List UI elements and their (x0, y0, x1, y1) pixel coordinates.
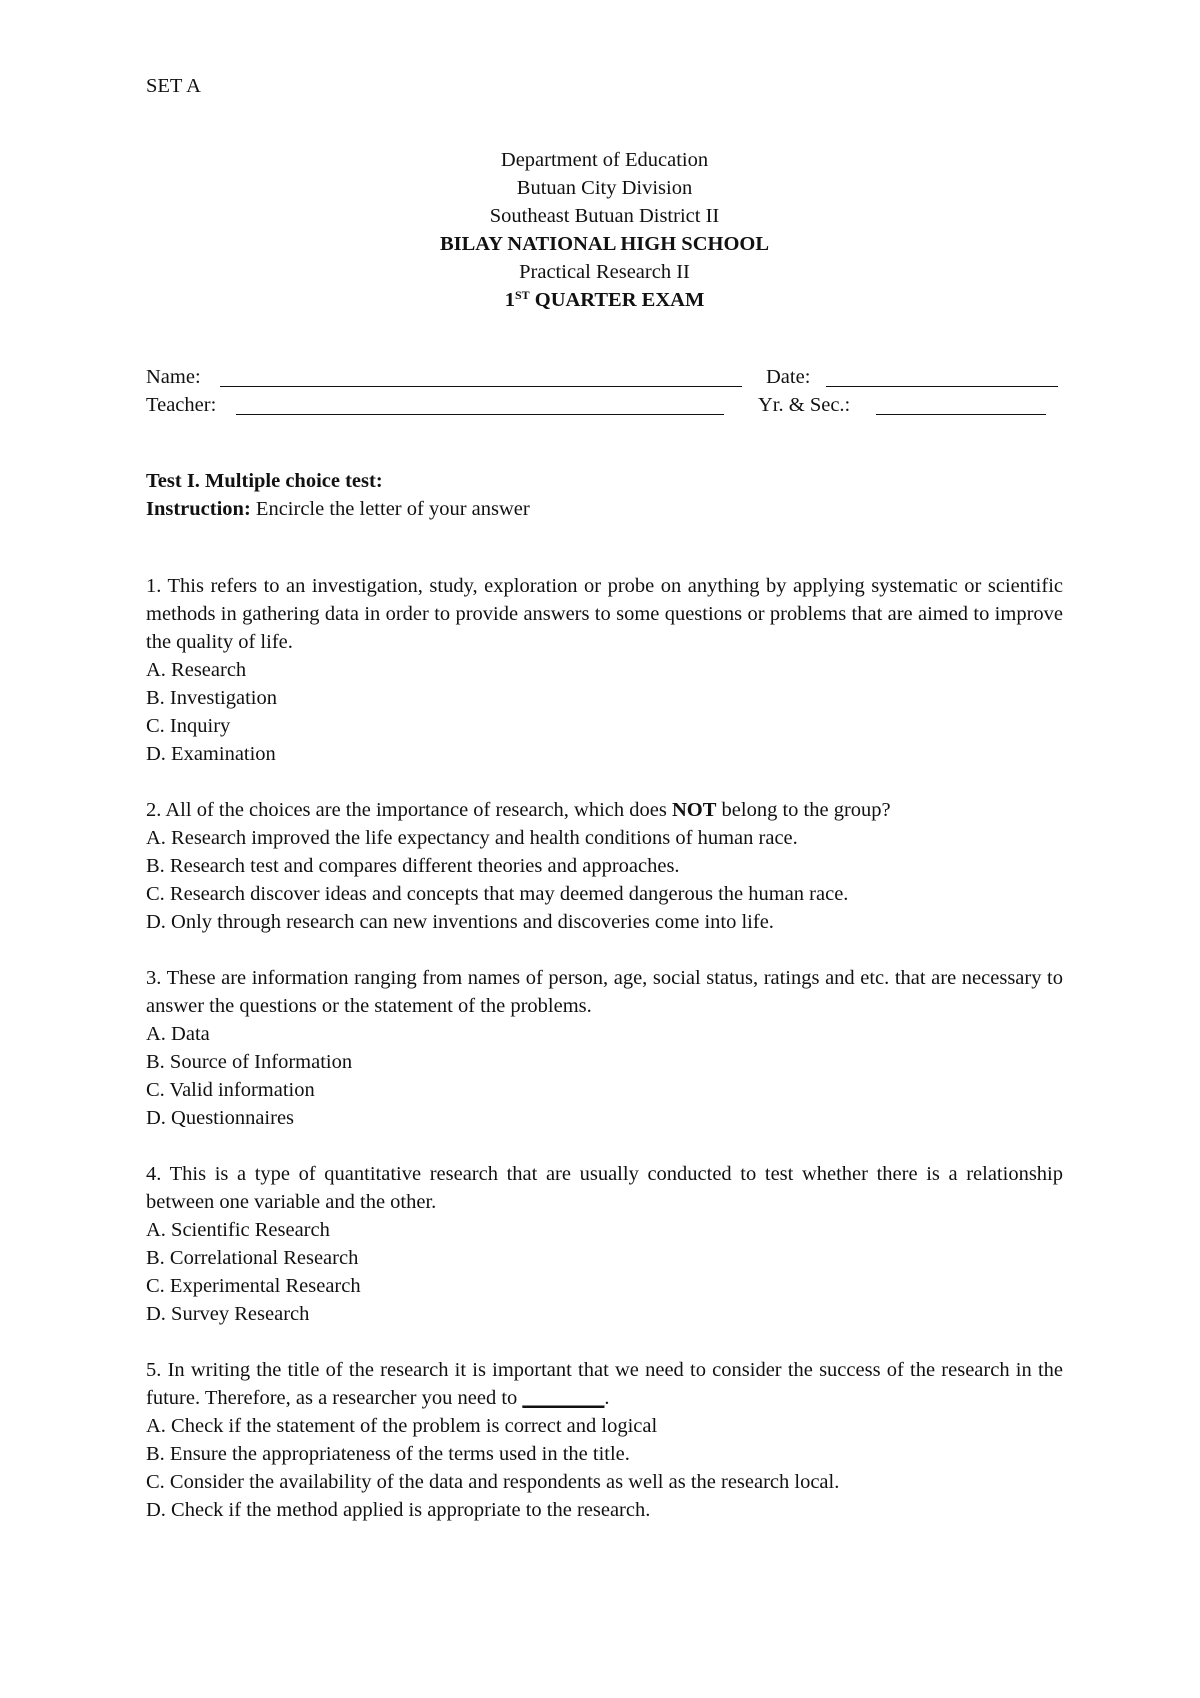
department-line: Department of Education (500, 149, 709, 171)
exam-title-superscript: ST (514, 288, 530, 302)
question-2-choice-b[interactable]: B. Research test and compares different theories and approaches. (146, 855, 680, 877)
question-5-choice-b[interactable]: B. Ensure the appropriateness of the terms used in the title. (146, 1443, 630, 1465)
question-4-choice-c[interactable]: C. Experimental Research (146, 1275, 361, 1297)
set-label: SET A (146, 75, 201, 97)
question-5-stem-end: . (604, 1387, 610, 1409)
question-5-answer-blank[interactable]: ________ (522, 1387, 605, 1409)
exam-title-number: 1 (504, 289, 515, 311)
teacher-label: Teacher: (146, 394, 217, 416)
instruction-label: Instruction: (146, 498, 251, 520)
date-field-line[interactable] (826, 386, 1058, 387)
question-list (146, 572, 1063, 1552)
question-4-choice-d[interactable]: D. Survey Research (146, 1303, 310, 1325)
question-1 (146, 572, 1063, 768)
test-title: Test I. Multiple choice test: (146, 470, 383, 492)
question-2-choice-a[interactable]: A. Research improved the life expectancy and health conditions of human race. (146, 827, 798, 849)
question-1-choice-a[interactable]: A. Research (146, 659, 247, 681)
yr-sec-field-line[interactable] (876, 414, 1046, 415)
question-1-choice-d[interactable]: D. Examination (146, 743, 276, 765)
question-5-choice-a[interactable]: A. Check if the statement of the problem is correct and logical (146, 1415, 658, 1437)
question-1-stem: 1. This refers to an investigation, study, exploration or probe on anything by applying systematic or scientific methods in gathering data in order to provide answers to some questions or problems that are aimed to improve the quality of life. (146, 575, 1063, 653)
question-4-stem: 4. This is a type of quantitative research that are usually conducted to test whether there is a relationship between one variable and the other. (146, 1163, 1063, 1213)
exam-title-rest: QUARTER EXAM (529, 289, 705, 311)
question-1-choice-b[interactable]: B. Investigation (146, 687, 277, 709)
question-5-choice-d[interactable]: D. Check if the method applied is appropriate to the research. (146, 1499, 651, 1521)
question-2-stem-emphasis: NOT (671, 799, 717, 821)
question-5 (146, 1356, 1063, 1524)
name-field-line[interactable] (220, 386, 742, 387)
question-2-stem-text: 2. All of the choices are the importance of research, which does (146, 799, 672, 821)
division-line: Butuan City Division (516, 177, 693, 199)
exam-title (146, 286, 1063, 314)
question-3-choice-b[interactable]: B. Source of Information (146, 1051, 353, 1073)
district-line: Southeast Butuan District II (489, 205, 720, 227)
instruction-line (146, 495, 1063, 523)
question-5-stem (146, 1356, 1063, 1412)
question-2-stem (146, 796, 1063, 824)
question-3-choice-c[interactable]: C. Valid information (146, 1079, 315, 1101)
date-label: Date: (766, 366, 811, 388)
question-5-stem-text: 5. In writing the title of the research it is important that we need to consider the success of the research in the future. Therefore, as a researcher you need to (146, 1359, 1063, 1409)
question-5-choice-c[interactable]: C. Consider the availability of the data and respondents as well as the research local. (146, 1471, 840, 1493)
info-row-name-date (146, 363, 1063, 391)
question-4-choice-a[interactable]: A. Scientific Research (146, 1219, 330, 1241)
question-1-choice-c[interactable]: C. Inquiry (146, 715, 231, 737)
subject-line: Practical Research II (519, 261, 690, 283)
exam-header (146, 146, 1063, 314)
question-2-choice-c[interactable]: C. Research discover ideas and concepts that may deemed dangerous the human race. (146, 883, 849, 905)
info-row-teacher-section (146, 391, 1063, 419)
test-heading (146, 467, 1063, 523)
question-3-stem: 3. These are information ranging from names of person, age, social status, ratings and etc. that are necessary to answer the questions or the statement of the problems. (146, 967, 1063, 1017)
question-3-choice-d[interactable]: D. Questionnaires (146, 1107, 295, 1129)
question-2-stem-end: belong to the group? (716, 799, 891, 821)
yr-sec-label: Yr. & Sec.: (758, 394, 851, 416)
question-2-choice-d[interactable]: D. Only through research can new inventions and discoveries come into life. (146, 911, 774, 933)
name-label: Name: (146, 366, 201, 388)
question-2 (146, 796, 1063, 936)
question-4-choice-b[interactable]: B. Correlational Research (146, 1247, 359, 1269)
question-3 (146, 964, 1063, 1132)
instruction-text: Encircle the letter of your answer (250, 498, 530, 520)
school-name: BILAY NATIONAL HIGH SCHOOL (439, 233, 770, 255)
teacher-field-line[interactable] (236, 414, 724, 415)
question-4 (146, 1160, 1063, 1328)
question-3-choice-a[interactable]: A. Data (146, 1023, 210, 1045)
